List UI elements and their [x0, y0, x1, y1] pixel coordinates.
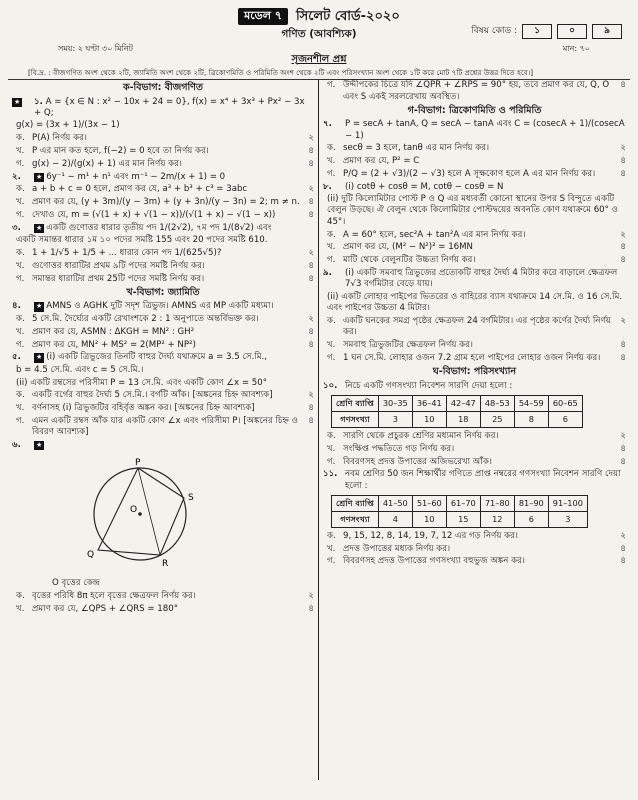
sub-question-a: ক. 5 সে.মি. দৈর্ঘ্যের একটি রেখাংশকে 2 : 1 অনুপাতে অন্তর্বিভক্ত কর। ২ [16, 313, 314, 324]
question-2: ২. ★ 6y⁻¹ − m¹ + n¹ এবং m⁻¹ − 2m/(x + 1) = 0 [12, 171, 226, 182]
circle-diagram [72, 456, 212, 574]
table-row [332, 496, 588, 512]
star-icon: ★ [36, 441, 43, 450]
star-icon: ★ [36, 223, 43, 232]
code-digit: ১ [522, 24, 552, 39]
question-8: ৮. (i) cotθ + cosθ = M, cotθ − cosθ = N [323, 181, 504, 192]
table-cell: 81–90 [514, 496, 548, 512]
table-header-cell: শ্রেণি ব্যাপ্তি [332, 396, 379, 412]
star-icon: ★ [14, 97, 21, 106]
sub-question-b: খ. প্রদত্ত উপাত্তের মধ্যক নির্ণয় কর। ৪ [327, 543, 626, 554]
label-r: R [162, 558, 169, 569]
table-cell: 71–80 [480, 496, 514, 512]
table-cell: 4 [378, 511, 412, 527]
sub-question-a: ক. বৃত্তের পরিধি 8π হলে বৃত্তের ক্ষেত্রফল নির্ণয় কর। ২ [16, 590, 314, 601]
table-cell: 51–60 [412, 496, 446, 512]
label-s: S [188, 492, 194, 503]
table-cell: 91–100 [548, 496, 587, 512]
table-cell: 3 [378, 412, 412, 428]
label-p: P [135, 457, 141, 468]
sub-question-b: খ. P এর মান কত হলে, f(−2) = 0 হবে তা নির্ণয় কর। ৪ [16, 146, 314, 157]
sub-question-a: ক. A = 60° হলে, sec²A + tan²A এর মান নির্ণয় কর। ২ [327, 229, 626, 240]
sub-question-c: গ. সমান্তর ধারাটির প্রথম 25টি পদের সমষ্টি নির্ণয় কর। ৪ [16, 273, 314, 284]
board-title: সিলেট বোর্ড-২০২০ [295, 9, 400, 24]
sub-question-c: গ. বিবরণসহ প্রদত্ত উপাত্তের গণসংখ্যা বহুভুজ অঙ্কন কর। ৪ [327, 556, 626, 567]
table-cell: 48–53 [480, 396, 514, 412]
frequency-table [331, 395, 583, 428]
code-label: বিষয় কোড : [471, 25, 517, 36]
question-6: ৬. ★ [12, 440, 43, 451]
sub-question-a: ক. একটি বর্গের বাহুর দৈর্ঘ্য 5 সে.মি.। বর্গটি আঁক। [অঙ্কনের চিহ্ন আবশ্যক] ২ [16, 390, 314, 401]
marks-text: মান: ৭০ [562, 44, 590, 54]
part-heading: ক-বিভাগ: বীজগণিত [122, 82, 204, 94]
question-9: ৯. (i) একটি সমবাহু ত্রিভুজের প্রত্যেকটি বাহুর দৈর্ঘ্য 4 মিটার করে বাড়ালে ক্ষেত্রফল 7√3 বর্গমিটার বেড়ে যায়। [323, 268, 618, 290]
sub-question-c: গ. মাটি থেকে বেলুনটির উচ্চতা নির্ণয় কর। ৪ [327, 255, 626, 266]
question-stem-extra: b = 4.5 সে.মি. এবং c = 5 সে.মি.। [16, 364, 144, 375]
right-column [319, 80, 630, 780]
table-header-cell: শ্রেণি ব্যাপ্তি [332, 496, 379, 512]
sub-question-b: খ. সমবাহু ত্রিভুজটির ক্ষেত্রফল নির্ণয় কর। ৪ [327, 340, 626, 351]
sub-question-a: ক. সারণি থেকে প্রচুরক শ্রেণির মধ্যমান নির্ণয় কর। ২ [327, 430, 626, 441]
model-tag: মডেল ৭ [238, 8, 288, 25]
part-heading: গ-বিভাগ: ত্রিকোণমিতি ও পরিমিতি [407, 104, 542, 116]
question-stem: A = {x ∈ N : x² − 10x + 24 = 0}, f(x) = x⁴ + 3x³ + Px² − 3x + Q; [34, 96, 305, 119]
left-column [8, 80, 319, 780]
question-stem-extra: একটি সমান্তর ধারার ১ম ১০ পদের সমষ্টি 155 এবং 20 পদের সমষ্টি 610. [16, 235, 268, 246]
label-o: O [130, 504, 138, 515]
sub-question-b: খ. প্রমাণ কর যে, (M² − N²)² = 16MN ৪ [327, 242, 626, 253]
code-digit: ০ [557, 24, 587, 39]
circle-figure [72, 456, 314, 578]
section-heading: সৃজনশীল প্রশ্ন [291, 53, 347, 65]
sub-question-b: খ. গুণোত্তর ধারাটির প্রথম ৯টি পদের সমষ্টি নির্ণয় কর। ৪ [16, 260, 314, 271]
question-4: ৪. ★ AMNS ও AGHK দুটি সদৃশ ত্রিভুজ। AMNS এর MP একটি মধ্যমা। [12, 301, 274, 312]
table-cell: 8 [514, 412, 548, 428]
sub-question-c: গ. বিবরণসহ প্রদত্ত উপাত্তের অজিভরেখা আঁক। ৪ [327, 456, 626, 467]
question-11: ১১. নবম শ্রেণির 50 জন শিক্ষার্থীর গণিতে প্রাপ্ত নম্বরের গণসংখ্যা নিবেশন সারণি দেয়া হলো : [323, 469, 621, 491]
sub-question-c: গ. প্রমাণ কর যে, MN² + MS² = 2(MP² + NP²) ৪ [16, 339, 314, 350]
table-cell: 54–59 [514, 396, 548, 412]
sub-question-c: গ. উদ্দীপকের চিত্রে যদি ∠QPR + ∠RPS = 90° হয়, তবে প্রমাণ কর যে, Q, O এবং S একই সরলরেখায় অবস্থিত। ৪ [327, 80, 626, 102]
question-columns [8, 80, 630, 780]
table-cell: 10 [412, 412, 446, 428]
table-header-cell: গণসংখ্যা [332, 412, 379, 428]
sub-question-a: ক. 9, 15, 12, 8, 14, 19, 7, 12 এর গড় নির্ণয় কর। ২ [327, 530, 626, 541]
center-point [138, 512, 142, 516]
time-text: সময়: ২ ঘণ্টা ৩০ মিনিট [58, 44, 133, 54]
header-title-row [8, 8, 630, 25]
table-header-cell: গণসংখ্যা [332, 511, 379, 527]
question-5: ৫. ★ (i) একটি ত্রিভুজের তিনটি বাহুর দৈর্ঘ্য যথাক্রমে a = 3.5 সে.মি., [12, 352, 268, 363]
question-7: ৭. P = secA + tanA, Q = secA − tanA এবং C = (cosecA + 1)/(cosecA − 1) [323, 119, 625, 141]
sub-question-c: গ. g(x) − 2)/(g(x) + 1) এর মান নির্ণয় কর। ৪ [16, 159, 314, 169]
frequency-table [331, 495, 588, 528]
sub-question-c: গ. P/Q = (2 + √3)/(2 − √3) হলে A সূক্ষকোণ হলে A এর মান নির্ণয় কর। ৪ [327, 168, 626, 179]
sub-question-a: ক. P(A) নির্ণয় কর। ২ [16, 133, 314, 144]
sub-question-a: ক. a + b + c = 0 হলে, প্রমাণ কর যে, a³ + b³ + c³ = 3abc ২ [16, 184, 314, 195]
table-cell: 25 [480, 412, 514, 428]
sub-question-b: খ. সংক্ষিপ্ত পদ্ধতিতে গড় নির্ণয় কর। ৪ [327, 443, 626, 454]
question-1: ★ ১. A = {x ∈ N : x² − 10x + 24 = 0}, f(x) = x⁴ + 3x³ + Px² − 3x + Q; [14, 96, 305, 119]
table-row [332, 396, 583, 412]
question-3: ৩. ★ একটি গুণোত্তর ধারার তৃতীয় পদ 1/(2√2), ৭ম পদ 1/(8√2) এবং [12, 222, 272, 233]
table-cell: 6 [514, 511, 548, 527]
sub-question-a: ক. একটি ঘনকের সমগ্র পৃষ্ঠের ক্ষেত্রফল 24 বর্গমিটার। এর পৃষ্ঠের কর্ণের দৈর্ঘ্য নির্ণয় কর। ২ [327, 315, 626, 338]
table-cell: 15 [446, 511, 480, 527]
star-icon: ★ [36, 302, 43, 311]
sub-question-b: খ. প্রমাণ কর যে, ASMN : ΔKGH = MN² : GH² ৪ [16, 326, 314, 337]
sub-question-b: খ. বর্ণনাসহ (i) ত্রিভুজটির বহির্বৃত্ত অঙ্কন কর। [অঙ্কনের চিহ্ন আবশ্যক] ৪ [16, 403, 314, 414]
table-cell: 30–35 [378, 396, 412, 412]
sub-question-c: গ. এমন একটি রম্বস আঁক যার একটি কোণ ∠x এবং পরিসীমা P। [অঙ্কনের চিহ্ন ও বিবরণ আবশ্যক] ৪ [16, 416, 314, 438]
sub-question-c: গ. 1 ঘন সে.মি. লোহার ওজন 7.2 গ্রাম হলে পাইপের লোহার ওজন নির্ণয় কর। ৪ [327, 353, 626, 363]
table-cell: 6 [548, 412, 582, 428]
table-cell: 41–50 [378, 496, 412, 512]
table-row [332, 412, 583, 428]
table-cell: 10 [412, 511, 446, 527]
question-stem-extra: (ii) একটি লোহার পাইপের ভিতরের ও বাহিরের ব্যাস যথাক্রমে 14 সে.মি. ও 16 সে.মি. এবং পাইপের উচ্চতা 4 মিটার। [327, 291, 623, 314]
instruction-note: [বি.দ্র. : বীজগণিত অংশ থেকে ২টি, জ্যামিতি অংশ থেকে ২টি, ত্রিকোণমিতি ও পরিমিতি অংশ থেকে ২টি এবং পরিসংখ্যান অংশ থেকে ১টি করে মোট ৭টি প্রশ্নের উত্তর দিতে হবে।] [8, 68, 630, 81]
table-cell: 42–47 [446, 396, 480, 412]
code-digit: ৯ [592, 24, 622, 39]
question-stem-extra: g(x) = (3x + 1)/(3x − 1) [16, 120, 120, 131]
table-cell: 3 [548, 511, 587, 527]
part-heading: খ-বিভাগ: জ্যামিতি [126, 286, 200, 298]
diagonal-pr [138, 468, 160, 555]
subject-code [471, 24, 622, 39]
sub-question-b: খ. প্রমাণ কর যে, (y + 3m)/(y − 3m) + (y + 3n)/(y − 3n) = 2; m ≠ n. ৪ [16, 197, 314, 208]
table-cell: 60–65 [548, 396, 582, 412]
star-icon: ★ [36, 172, 43, 181]
label-q: Q [87, 549, 95, 560]
star-icon: ★ [36, 353, 43, 362]
sub-question-b: খ. প্রমাণ কর যে, ∠QPS + ∠QRS = 180° ৪ [16, 603, 314, 614]
part-heading: ঘ-বিভাগ: পরিসংখ্যান [432, 366, 517, 378]
sub-question-b: খ. প্রমাণ কর যে, P² = C ৪ [327, 156, 626, 166]
table-cell: 18 [446, 412, 480, 428]
sub-question-a: ক. 1 + 1/√5 + 1/5 + ... ধারার কোন পদ 1/(625√5)? ২ [16, 247, 314, 258]
sub-question-a: ক. secθ = 3 হলে, tanθ এর মান নির্ণয় কর। ২ [327, 143, 626, 154]
table-cell: 12 [480, 511, 514, 527]
question-stem-extra: (ii) দুটি কিলোমিটার পোস্ট P ও Q এর মধ্যবর্তী কোনো স্থানের উপর S বিন্দুতে একটি বেলুন উড়ছে। ঐ বেলুন থেকে কিলোমিটার পোস্টদ্বয়ের অবনতি কোণ যথাক্রমে 60° ও 45°। [327, 194, 618, 227]
table-cell: 36–41 [412, 396, 446, 412]
table-cell: 61–70 [446, 496, 480, 512]
subject-title: গণিত (আবশ্যিক) [281, 28, 357, 41]
table-row [332, 511, 588, 527]
figure-caption: O বৃত্তের কেন্দ্র [52, 577, 100, 588]
question-10: ১০. নিচে একটি গণসংখ্যা নিবেশন সারণি দেয়া হলো : [323, 380, 513, 391]
question-stem-extra: (ii) একটি রম্বসের পরিসীমা P = 13 সে.মি. এবং একটি কোণ ∠x = 50° [16, 377, 268, 388]
sub-question-c: গ. দেখাও যে, m = (√(1 + x) + √(1 − x))/(√(1 + x) − √(1 − x)) ৪ [16, 209, 314, 220]
